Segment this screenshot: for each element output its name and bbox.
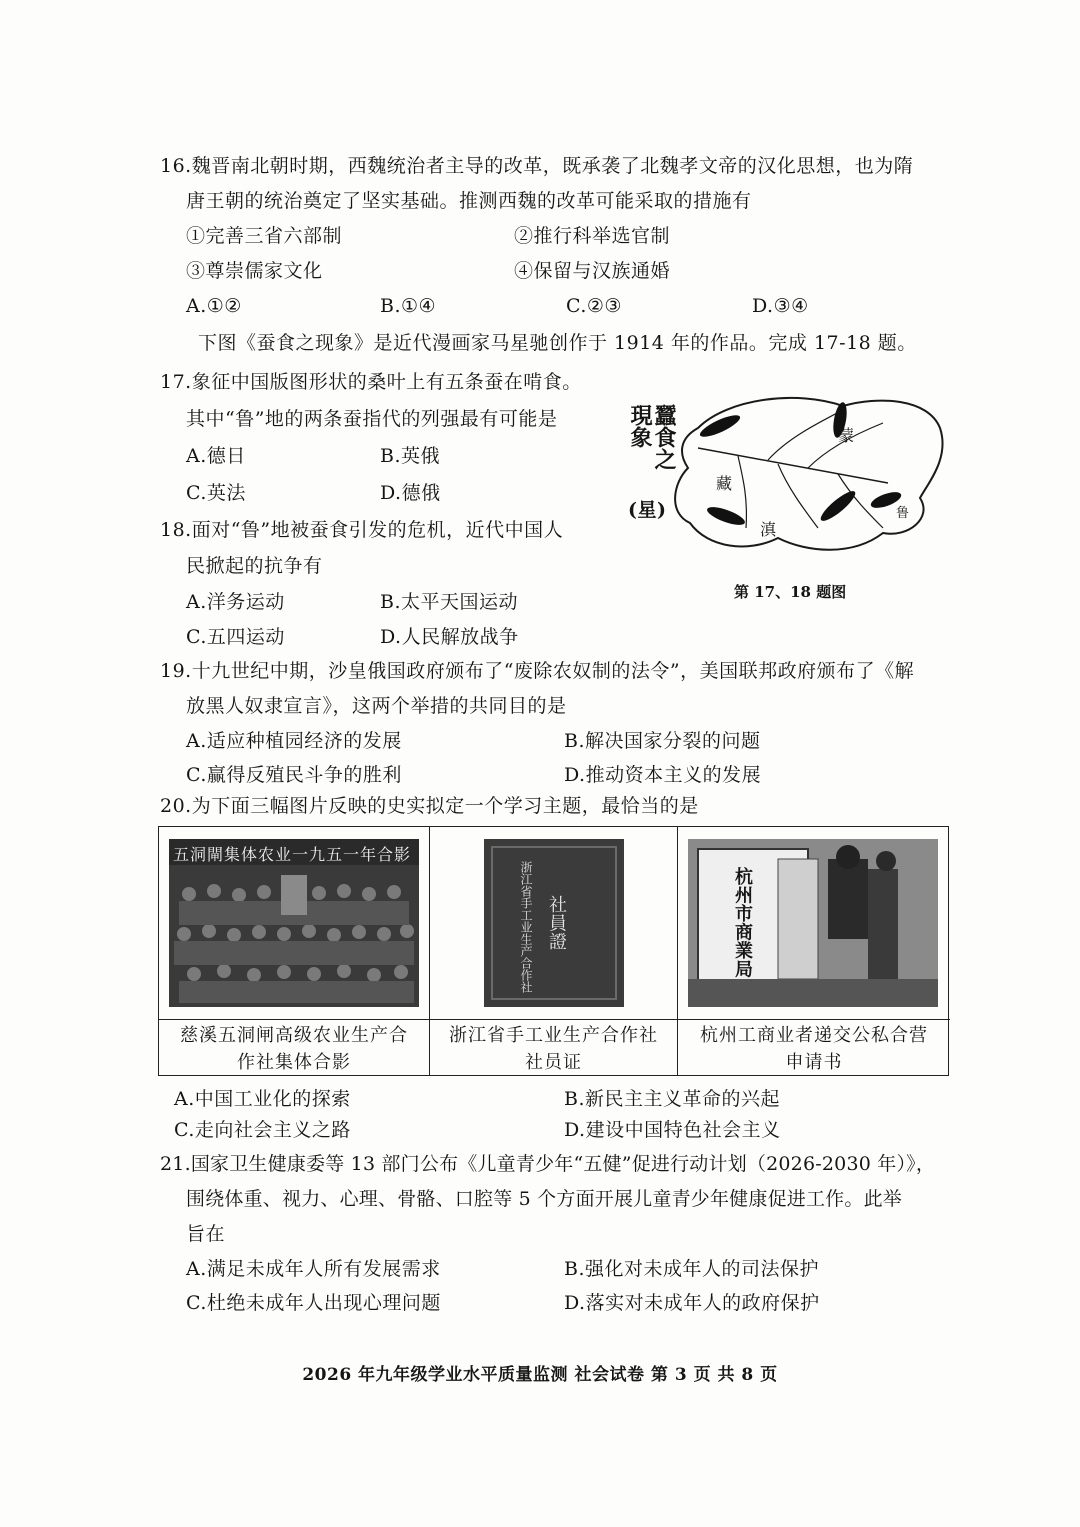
q18-option-d[interactable]: D.人民解放战争 xyxy=(380,626,519,648)
q18-option-a[interactable]: A.洋务运动 xyxy=(186,591,285,613)
q17-option-c[interactable]: C.英法 xyxy=(186,482,246,504)
q21-stem-line1: 21.国家卫生健康委等 13 部门公布《儿童青少年“五健”促进行动计划（2026-2030 年）》， xyxy=(160,1153,936,1175)
q18-option-b[interactable]: B.太平天国运动 xyxy=(380,591,519,613)
page-footer: 2026 年九年级学业水平质量监测 社会试卷 第 3 页 共 8 页 xyxy=(302,1365,778,1385)
q16-item-4: ④保留与汉族通婚 xyxy=(514,260,671,282)
figure-label-lu: 鲁 xyxy=(896,506,910,521)
photo3-board: 杭州市商業局 xyxy=(732,867,753,978)
q19-option-c[interactable]: C.赢得反殖民斗争的胜利 xyxy=(186,764,402,786)
intro-17-18: 下图《蚕食之现象》是近代漫画家马星驰创作于 1914 年的作品。完成 17-18 题。 xyxy=(198,332,917,354)
q21-option-d[interactable]: D.落实对未成年人的政府保护 xyxy=(564,1292,820,1314)
figure-title-col2: 現象 xyxy=(627,404,653,448)
q20-option-a[interactable]: A.中国工业化的探索 xyxy=(174,1088,351,1110)
silkworm-icons xyxy=(698,401,904,528)
q21-option-c[interactable]: C.杜绝未成年人出现心理问题 xyxy=(186,1292,441,1314)
q16-option-c[interactable]: C.②③ xyxy=(566,295,622,317)
q21-stem-line2: 围绕体重、视力、心理、骨骼、口腔等 5 个方面开展儿童青少年健康促进工作。此举 xyxy=(186,1188,902,1210)
figure-signature: (星) xyxy=(628,499,667,521)
q16-option-a[interactable]: A.①② xyxy=(186,295,242,317)
q20-option-c[interactable]: C.走向社会主义之路 xyxy=(174,1119,351,1141)
q16-item-1: ①完善三省六部制 xyxy=(186,225,343,247)
photo2-book-line2: 社員證 xyxy=(546,895,567,951)
photo-cell-3 xyxy=(678,827,950,1075)
photo2-book-line1: 浙江省手工业生产合作社 xyxy=(519,861,533,993)
q16-option-b[interactable]: B.①④ xyxy=(380,295,437,317)
q17-stem-line2: 其中“鲁”地的两条蚕指代的列强最有可能是 xyxy=(186,408,558,430)
photo-cell-2 xyxy=(430,827,678,1075)
photo1-caption-line2: 作社集体合影 xyxy=(237,1052,351,1073)
photo3-caption-line2: 申请书 xyxy=(785,1052,843,1073)
q20-option-d[interactable]: D.建设中国特色社会主义 xyxy=(564,1119,781,1141)
q17-option-d[interactable]: D.德俄 xyxy=(380,482,441,504)
photo2-caption-line2: 社员证 xyxy=(525,1052,582,1073)
q19-stem-line1: 19.十九世纪中期，沙皇俄国政府颁布了“废除农奴制的法令”，美国联邦政府颁布了《解 xyxy=(160,660,915,682)
photo1-caption xyxy=(159,1019,429,1078)
photo3-caption-line1: 杭州工商业者递交公私合营 xyxy=(700,1025,928,1046)
figure-label-zang: 藏 xyxy=(716,474,733,493)
q16-stem-line2: 唐王朝的统治奠定了坚实基础。推测西魏的改革可能采取的措施有 xyxy=(186,190,752,212)
q16-item-2: ②推行科举选官制 xyxy=(514,225,671,247)
q19-option-a[interactable]: A.适应种植园经济的发展 xyxy=(186,730,402,752)
joint-venture-application-photo xyxy=(688,839,938,1007)
q19-option-b[interactable]: B.解决国家分裂的问题 xyxy=(564,730,761,752)
q20-option-b[interactable]: B.新民主主义革命的兴起 xyxy=(564,1088,781,1110)
photo-cell-1 xyxy=(159,827,430,1075)
q18-stem-line2: 民掀起的抗争有 xyxy=(186,555,323,577)
figure-caption: 第 17、18 题图 xyxy=(734,583,847,601)
q18-option-c[interactable]: C.五四运动 xyxy=(186,626,285,648)
photo2-caption-line1: 浙江省手工业生产合作社 xyxy=(449,1025,658,1046)
q20-stem: 20.为下面三幅图片反映的史实拟定一个学习主题，最恰当的是 xyxy=(160,795,699,817)
q21-stem-line3: 旨在 xyxy=(186,1223,226,1245)
q21-option-b[interactable]: B.强化对未成年人的司法保护 xyxy=(564,1258,820,1280)
q19-option-d[interactable]: D.推动资本主义的发展 xyxy=(564,764,762,786)
q20-photo-table xyxy=(158,826,949,1076)
q18-stem-line1: 18.面对“鲁”地被蚕食引发的危机，近代中国人 xyxy=(160,519,564,541)
q16-option-d[interactable]: D.③④ xyxy=(752,295,809,317)
q19-stem-line2: 放黑人奴隶宣言》，这两个举措的共同目的是 xyxy=(186,695,567,717)
q16-item-3: ③尊崇儒家文化 xyxy=(186,260,323,282)
figure-label-dian: 滇 xyxy=(760,520,777,539)
q17-option-a[interactable]: A.德日 xyxy=(186,445,246,467)
q17-stem-line1: 17.象征中国版图形状的桑叶上有五条蚕在啃食。 xyxy=(160,371,582,393)
q16-stem-line1: 16.魏晋南北朝时期，西魏统治者主导的改革，既承袭了北魏孝文帝的汉化思想，也为隋 xyxy=(160,155,914,177)
photo1-caption-line1: 慈溪五洞闸高级农业生产合 xyxy=(180,1025,408,1046)
photo2-caption xyxy=(430,1019,677,1078)
photo1-banner: 五洞閘集体农业一九五一年合影 xyxy=(173,845,412,864)
mulberry-leaf-cartoon xyxy=(628,388,948,558)
q21-option-a[interactable]: A.满足未成年人所有发展需求 xyxy=(186,1258,441,1280)
figure-title-col1: 蠶食之 xyxy=(651,404,677,470)
figure-label-meng: 蒙 xyxy=(838,426,855,445)
photo3-caption xyxy=(678,1019,950,1078)
q17-option-b[interactable]: B.英俄 xyxy=(380,445,441,467)
